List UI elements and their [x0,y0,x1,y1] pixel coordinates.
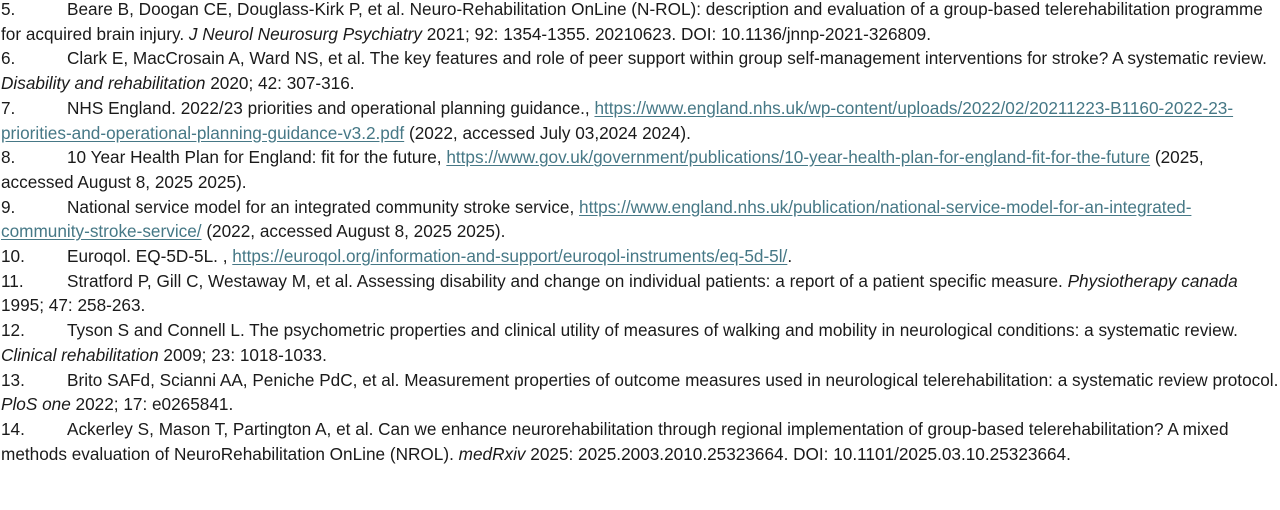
reference-number: 8. [1,147,16,168]
reference-item-8 [1,145,1280,194]
reference-number: 13. [1,369,25,390]
reference-item-13 [1,368,1280,417]
reference-link[interactable]: https://www.england.nhs.uk/publication/national-service-model-for-an-integrated-community-stroke-service/ [1,196,1192,242]
reference-item-7 [1,96,1280,145]
reference-journal: J Neurol Neurosurg Psychiatry [188,23,422,44]
reference-item-10 [1,244,1280,269]
reference-text: Ackerley S, Mason T, Partington A, et al. Can we enhance neurorehabilitation through regional implementation of group-based telerehabilitation? A mixed methods evaluation of NeuroRehabilitation OnLine (NROL). [1,418,1229,464]
reference-item-9 [1,195,1280,244]
reference-details: . [787,246,793,267]
reference-details: (2022, accessed July 03,2024 2024). [404,122,691,143]
reference-text: Clark E, MacCrosain A, Ward NS, et al. The key features and role of peer support within group self-management interventions for stroke? A systematic review. [67,48,1267,69]
reference-details: 2022; 17: e0265841. [70,394,234,415]
reference-number: 5. [1,0,16,19]
reference-details: (2022, accessed August 8, 2025 2025). [201,221,506,242]
reference-number: 10. [1,246,25,267]
reference-text: Brito SAFd, Scianni AA, Peniche PdC, et al. Measurement properties of outcome measures used in neurological telerehabilitation: a systematic review protocol. [67,369,1279,390]
reference-number: 11. [1,270,24,291]
reference-journal: Physiotherapy canada [1067,270,1238,291]
reference-number: 14. [1,418,25,439]
reference-details: 2025: 2025.2003.2010.25323664. DOI: 10.1101/2025.03.10.25323664. [525,443,1071,464]
reference-number: 9. [1,196,16,217]
reference-text: Tyson S and Connell L. The psychometric properties and clinical utility of measures of walking and mobility in neurological conditions: a systematic review. [67,320,1238,341]
reference-link[interactable]: https://www.england.nhs.uk/wp-content/uploads/2022/02/20211223-B1160-2022-23-priorities-and-operational-planning-guidance-v3.2.pdf [1,97,1234,143]
reference-link[interactable]: https://euroqol.org/information-and-support/euroqol-instruments/eq-5d-5l/ [232,246,788,267]
reference-link[interactable]: https://www.gov.uk/government/publications/10-year-health-plan-for-england-fit-for-the-future [446,147,1151,168]
reference-text: Stratford P, Gill C, Westaway M, et al. Assessing disability and change on individual patients: a report of a patient specific measure. [67,270,1068,291]
reference-text: National service model for an integrated community stroke service, [67,196,580,217]
reference-journal: Disability and rehabilitation [1,73,206,94]
reference-item-6 [1,46,1280,95]
reference-text: 10 Year Health Plan for England: fit for the future, [67,147,447,168]
reference-text: Euroqol. EQ-5D-5L. , [67,246,233,267]
reference-item-14 [1,417,1280,466]
reference-number: 7. [1,97,16,118]
reference-details: 2009; 23: 1018-1033. [158,344,327,365]
reference-number: 6. [1,48,16,69]
reference-details: 2021; 92: 1354-1355. 20210623. DOI: 10.1136/jnnp-2021-326809. [421,23,932,44]
reference-text: Beare B, Doogan CE, Douglass-Kirk P, et al. Neuro-Rehabilitation OnLine (N-ROL): description and evaluation of a group-based telerehabilitation programme for acquired brain injury. [1,0,1263,44]
reference-item-12 [1,318,1280,367]
reference-details: (2025, accessed August 8, 2025 2025). [1,147,1204,192]
reference-number: 12. [1,320,25,341]
reference-item-5 [1,0,1280,46]
reference-text: NHS England. 2022/23 priorities and operational planning guidance., [67,97,595,118]
reference-journal: Clinical rehabilitation [1,344,159,365]
reference-details: 2020; 42: 307-316. [205,73,355,94]
reference-journal: medRxiv [458,443,526,464]
reference-details: 1995; 47: 258-263. [1,295,146,316]
reference-item-11 [1,269,1280,318]
reference-journal: PloS one [1,394,71,415]
